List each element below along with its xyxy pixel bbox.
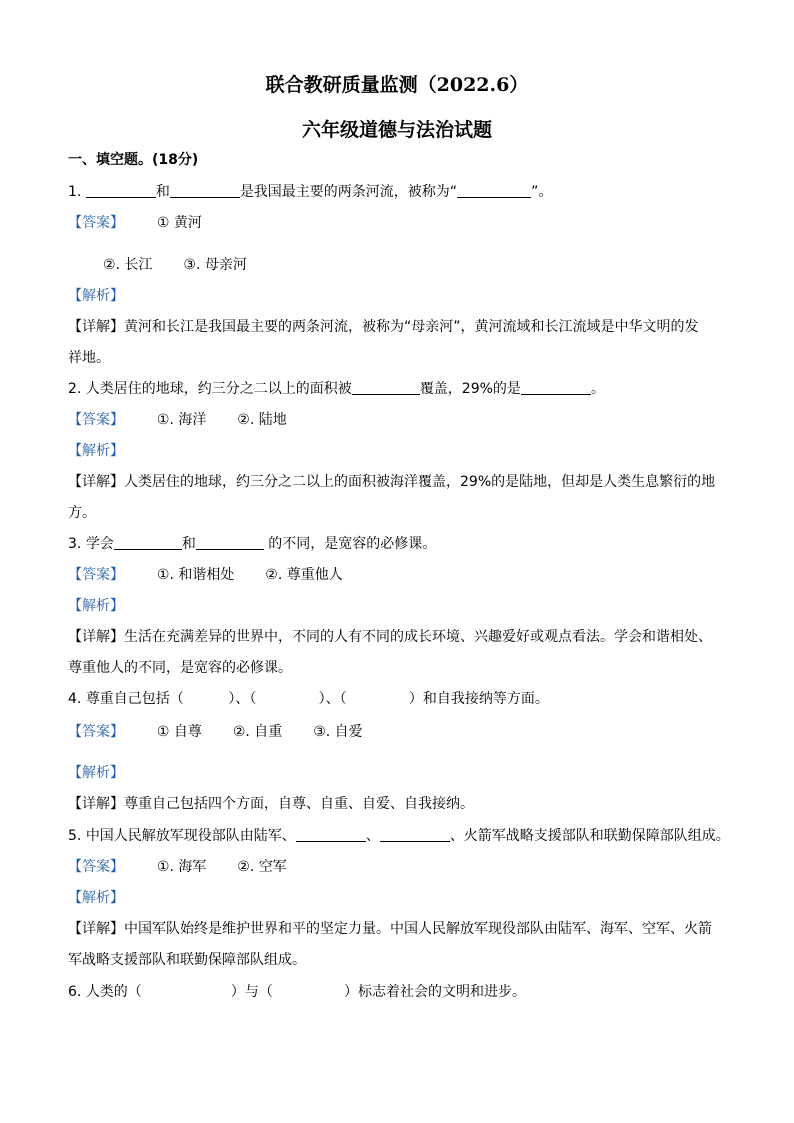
analysis-label: 【解析】 <box>68 765 124 781</box>
answer-row <box>68 213 202 233</box>
analysis-label: 【解析】 <box>68 443 124 459</box>
detail-text-cont: 祥地。 <box>68 350 110 366</box>
answer-3: . 母亲河 <box>195 257 247 273</box>
answer-label: 【答案】 <box>68 215 124 231</box>
answer-row: 【答案】 ①. 海军 ②. 空军 <box>68 859 287 875</box>
answer-2-num: ② <box>103 257 116 273</box>
detail-text: 【详解】生活在充满差异的世界中，不同的人有不同的成长环境、兴趣爱好或观点看法。学会和谐相处、 <box>68 629 712 645</box>
answer-blank <box>196 535 264 550</box>
section-heading: 一、填空题。(18分) <box>68 152 199 168</box>
question-2: 2. 人类居住的地球，约三分之二以上的面积被 覆盖，29%的是 。 <box>68 381 605 397</box>
question-number: 1. <box>68 184 82 200</box>
answer-blank <box>114 535 182 550</box>
detail-text: 【详解】黄河和长江是我国最主要的两条河流，被称为“母亲河”，黄河流域和长江流域是中华文明的发 <box>68 319 699 335</box>
answer-blank <box>521 380 591 395</box>
answer-2: . 长江 <box>115 257 153 273</box>
analysis-label: 【解析】 <box>68 598 124 614</box>
analysis-label: 【解析】 <box>68 890 124 906</box>
answer-row: 【答案】 ① 自尊 ②. 自重 ③. 自爱 <box>68 724 363 740</box>
detail-text-cont: 军战略支援部队和联勤保障部队组成。 <box>68 952 306 968</box>
answer-label: 【答案】 <box>68 412 124 428</box>
answer-blank <box>86 183 156 198</box>
answer-label: 【答案】 <box>68 724 124 740</box>
answer-blank <box>352 380 420 395</box>
answer-1: 黄河 <box>173 215 202 231</box>
detail-text-cont: 方。 <box>68 505 96 521</box>
question-3: 3. 学会 和 的不同，是宽容的必修课。 <box>68 536 437 552</box>
answer-3-num: ③ <box>183 257 196 273</box>
detail-text: 【详解】中国军队始终是维护世界和平的坚定力量。中国人民解放军现役部队由陆军、海军、空军、火箭 <box>68 921 712 937</box>
answer-row <box>103 255 247 275</box>
answer-blank <box>380 827 450 842</box>
answer-blank <box>457 183 531 198</box>
page-subtitle: 六年级道德与法治试题 <box>301 119 492 141</box>
analysis-label: 【解析】 <box>68 288 124 304</box>
question-number: 6. <box>68 984 82 1000</box>
question-number: 5. <box>68 828 82 844</box>
detail-text: 【详解】尊重自己包括四个方面，自尊、自重、自爱、自我接纳。 <box>68 796 474 812</box>
question-number: 4. <box>68 691 82 707</box>
answer-label: 【答案】 <box>68 859 124 875</box>
detail-text-cont: 尊重他人的不同，是宽容的必修课。 <box>68 660 292 676</box>
answer-blank <box>296 827 366 842</box>
question-6: 6. 人类的（ ）与（ ）标志着社会的文明和进步。 <box>68 984 527 1000</box>
answer-blank <box>170 183 240 198</box>
answer-1-num: ① <box>156 215 170 231</box>
detail-text: 【详解】人类居住的地球，约三分之二以上的面积被海洋覆盖，29%的是陆地，但却是人类生息繁衍的地 <box>68 474 716 490</box>
question-5: 5. 中国人民解放军现役部队由陆军、 、 、火箭军战略支援部队和联勤保障部队组成。 <box>68 828 730 844</box>
question-number: 2. <box>68 381 82 397</box>
question-number: 3. <box>68 536 82 552</box>
page-title: 联合教研质量监测（2022.6） <box>265 74 529 96</box>
answer-row: 【答案】 ①. 海洋 ②. 陆地 <box>68 412 287 428</box>
answer-label: 【答案】 <box>68 567 124 583</box>
question-1: 1. 和 是我国最主要的两条河流，被称为“ ”。 <box>68 184 553 200</box>
question-4: 4. 尊重自己包括（ ）、（ ）、（ ）和自我接纳等方面。 <box>68 691 549 707</box>
answer-row: 【答案】 ①. 和谐相处 ②. 尊重他人 <box>68 567 343 583</box>
